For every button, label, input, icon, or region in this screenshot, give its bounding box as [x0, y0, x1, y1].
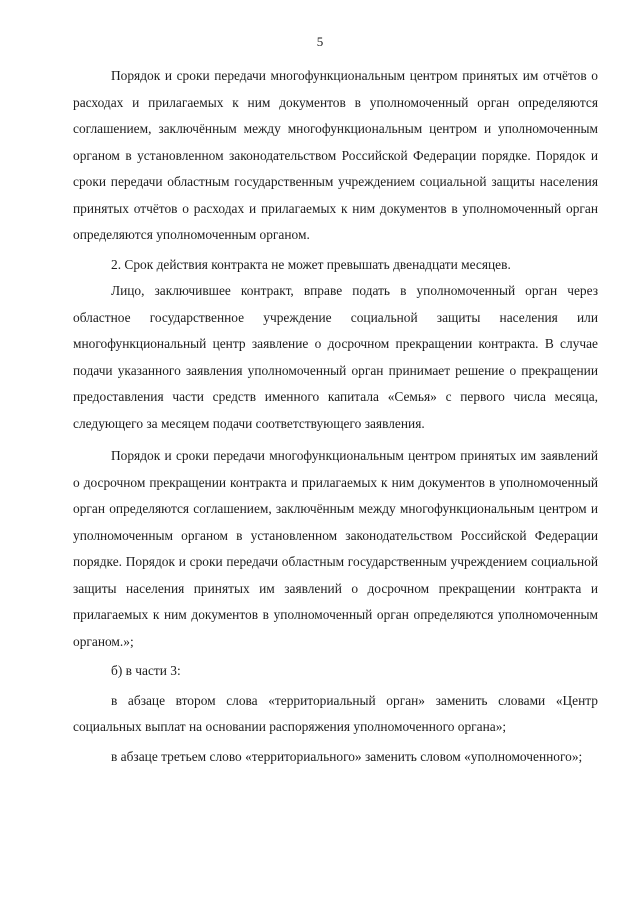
paragraph-contract-term: 2. Срок действия контракта не может превышать двенадцати месяцев. — [111, 256, 511, 272]
document-body — [73, 63, 598, 770]
page-number: 5 — [316, 34, 324, 49]
paragraph-reports-transfer: Порядок и сроки передачи многофункциональным центром принятых им отчётов о расходах и прилагаемых к ним документов в уполномоченный орган определяются соглашением, заключённым между многофункциональным центром и уполномоченным органом в установленном законодательством Российской Федерации порядке. Порядок и сроки передачи областным государственным учреждением социальной защиты населения принятых отчётов о расходах и прилагаемых к ним документов в уполномоченный орган определяются уполномоченным органом. — [73, 68, 598, 242]
paragraph-third-clause: в абзаце третьем слово «территориального» заменить словом «уполномоченного»; — [111, 748, 583, 764]
paragraph-early-termination: Лицо, заключившее контракт, вправе подать в уполномоченный орган через областное государственное учреждение социальной защиты населения или многофункциональный центр заявление о досрочном прекращении контракта. В случае подачи указанного заявления уполномоченный орган принимает решение о прекращении предоставления части средств именного капитала «Семья» с первого числа месяца, следующего за месяцем подачи соответствующего заявления. — [73, 283, 598, 431]
paragraph-applications-transfer: Порядок и сроки передачи многофункциональным центром принятых им заявлений о досрочном прекращении контракта и прилагаемых к ним документов в уполномоченный орган определяются соглашением, заключённым между многофункциональным центром и уполномоченным органом в установленном законодательством Российской Федерации порядке. Порядок и сроки передачи областным государственным учреждением социальной защиты населения принятых им заявлений о досрочном прекращении контракта и прилагаемых к ним документов в уполномоченный орган определяются уполномоченным органом.»; — [73, 448, 598, 649]
paragraph-part-3: б) в части 3: — [111, 663, 181, 678]
paragraph-second-clause: в абзаце втором слова «территориальный орган» заменить словами «Центр социальных выплат на основании распоряжения уполномоченного органа»; — [73, 692, 598, 734]
